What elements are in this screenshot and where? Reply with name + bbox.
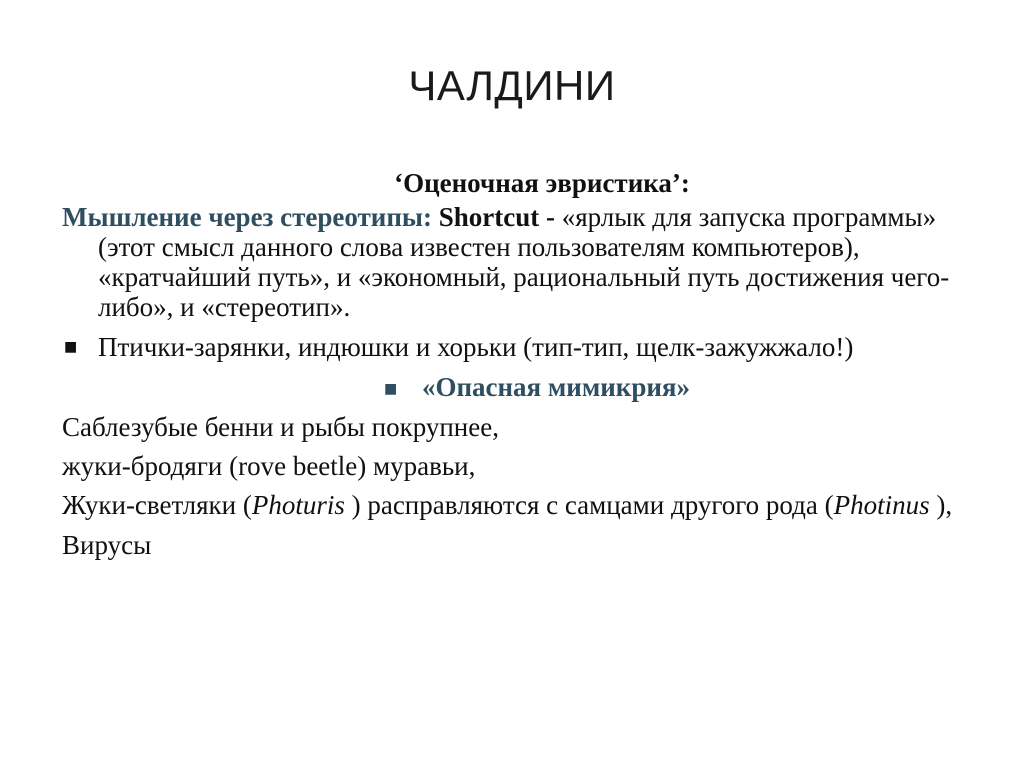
list-item-text: «Опасная мимикрия» [421, 372, 691, 402]
paragraph-text: «ярлык для запуска программы» (этот смысл данного слова известен пользователям компьютеров), «кратчайший путь», и «экономный, рациональный путь достижения чего-либо», и «стереотип». [98, 202, 950, 322]
list-item-centered [62, 372, 982, 404]
slide-title: ЧАЛДИНИ [408, 62, 616, 109]
square-bullet-icon: ■ [64, 339, 78, 355]
genus-name: Photuris [251, 490, 345, 520]
paragraph-lead: Мышление через стереотипы: [62, 202, 432, 232]
square-bullet-icon: ■ [383, 381, 398, 397]
text-line: Вирусы [62, 530, 152, 560]
genus-name: Photinus [833, 490, 930, 520]
text-segment: ), [929, 490, 953, 520]
text-segment: Жуки-светляки ( [62, 490, 252, 520]
paragraph-stereotypes [62, 202, 982, 322]
text-line-fireflies [62, 490, 982, 520]
list-item [62, 332, 982, 362]
slide-content [62, 168, 982, 569]
text-segment: ) расправляются с самцами другого рода ( [344, 490, 834, 520]
text-line: Саблезубые бенни и рыбы покрупнее, [62, 412, 499, 442]
list-item-text: Птички-зарянки, индюшки и хорьки (тип-тип, щелк-зажужжало!) [98, 332, 854, 362]
subheading: ‘Оценочная эвристика’: [394, 168, 690, 198]
paragraph-term: Shortcut - [438, 202, 555, 232]
text-line: жуки-бродяги (rove beetle) муравьи, [62, 451, 476, 481]
